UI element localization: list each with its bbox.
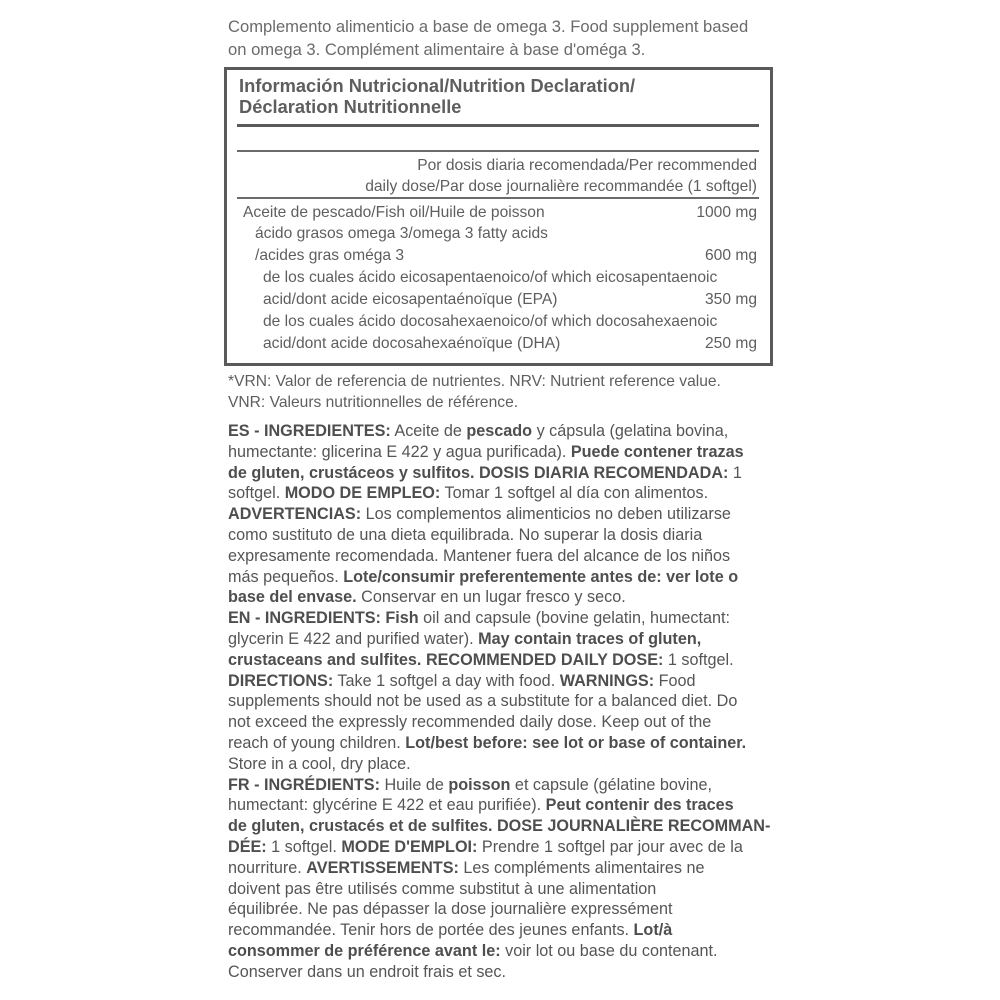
ingredients-line	[228, 691, 776, 712]
bold-text: poisson	[448, 775, 511, 794]
text-segment: supplements should not be used as a substitute for a balanced diet. Do	[228, 692, 738, 711]
bold-text: DIRECTIONS:	[228, 671, 334, 690]
note-line: *VRN: Valor de referencia de nutrientes. NRV: Nutrient reference value.	[228, 373, 721, 390]
text-segment: 1	[728, 463, 742, 482]
ingredients-line	[228, 920, 776, 941]
text-segment: et capsule (gélatine bovine,	[510, 775, 713, 794]
ingredients-line	[228, 712, 776, 733]
text-segment: Prendre 1 softgel par jour avec de la	[477, 837, 743, 856]
bold-text: pescado	[466, 422, 533, 440]
bold-text: May contain traces of gluten,	[478, 629, 702, 648]
text-segment: recommandée. Tenir hors de portée des jeunes enfants.	[228, 921, 634, 940]
text-segment: 1 softgel.	[266, 837, 342, 856]
bold-text: de gluten, crustacés et de sulfites.	[228, 817, 493, 836]
divider	[237, 124, 759, 127]
bold-text: DOSE JOURNALIÈRE RECOMMAN-	[496, 817, 771, 836]
per-dose-header	[365, 155, 757, 197]
ingredients-line	[228, 733, 776, 754]
bold-text: crustaceans and sulfites.	[228, 650, 422, 669]
ingredients-line	[228, 546, 776, 567]
text-segment: Les compléments alimentaires ne	[458, 858, 705, 877]
text-segment: voir lot ou base du contenant.	[500, 941, 718, 960]
note-line: VNR: Valeurs nutritionnelles de référence.	[228, 394, 519, 411]
nutrient-label: de los cuales ácido docosahexaenoico/of which docosahexaenoic	[263, 313, 718, 330]
bold-text: WARNINGS:	[559, 671, 655, 690]
text-segment: glycerin E 422 and purified water).	[228, 629, 479, 648]
text-segment: humectant: glycérine E 422 et eau purifiée).	[228, 796, 546, 815]
text-segment: softgel.	[228, 484, 285, 503]
bold-text: base del envase.	[228, 588, 357, 607]
text-segment: nourriture.	[228, 858, 307, 877]
text-segment: 1 softgel.	[663, 650, 734, 669]
bold-text: MODO DE EMPLEO:	[284, 484, 441, 503]
text-segment: y cápsula (gelatina bovina,	[532, 422, 729, 440]
text-segment: expresamente recomendada. Mantener fuera del alcance de los niños	[228, 546, 731, 565]
nutrition-title-line: Déclaration Nutritionnelle	[239, 96, 462, 117]
text-segment: Food	[654, 671, 696, 690]
text-segment: reach of young children.	[228, 733, 406, 752]
bold-text: Puede contener trazas	[570, 442, 744, 461]
nutrient-label: acid/dont acide docosahexaénoïque (DHA)	[263, 335, 561, 352]
nutrient-label: ácido grasos omega 3/omega 3 fatty acids	[255, 225, 548, 242]
ingredients-line	[228, 941, 776, 962]
ingredients-line	[228, 795, 776, 816]
text-segment: humectante: glicerina E 422 y agua purificada).	[228, 442, 571, 461]
ingredients-line	[228, 504, 776, 525]
bold-text: AVERTISSEMENTS:	[306, 858, 459, 877]
text-segment: Aceite de	[390, 422, 467, 440]
nutrient-value: 250 mg	[704, 335, 757, 352]
nutrient-row	[227, 223, 770, 244]
reference-values-note	[228, 371, 776, 413]
ingredients-line	[228, 962, 776, 983]
per-dose-line: Por dosis diaria recomendada/Per recommended	[417, 157, 757, 174]
ingredients-line	[228, 671, 776, 692]
text-segment: Store in a cool, dry place.	[228, 754, 411, 773]
nutrient-row	[227, 267, 770, 288]
divider	[237, 197, 759, 199]
ingredients-line	[228, 442, 776, 463]
text-segment: como sustituto de una dieta equilibrada. No superar la dosis diaria	[228, 525, 703, 544]
ingredients-line	[228, 858, 776, 879]
nutrient-row	[227, 202, 770, 223]
text-segment: doivent pas être utilisés comme substitut à une alimentation	[228, 879, 657, 898]
text-segment: más pequeños.	[228, 567, 344, 586]
bold-text: DOSIS DIARIA RECOMENDADA:	[478, 463, 729, 482]
bold-text: Lot/best before: see lot or base of container.	[405, 733, 747, 752]
ingredients-line	[228, 775, 776, 796]
nutrient-label: /acides gras oméga 3	[255, 247, 405, 264]
nutrient-row	[227, 245, 770, 266]
nutrient-value: 600 mg	[704, 247, 757, 264]
bold-text: EN - INGREDIENTS: Fish	[228, 609, 419, 628]
nutrient-row	[227, 289, 770, 310]
divider	[237, 150, 759, 152]
ingredients-line	[228, 754, 776, 775]
text-segment: Conserver dans un endroit frais et sec.	[228, 962, 507, 981]
bold-text: DÉE:	[228, 837, 267, 856]
text-segment: Take 1 softgel a day with food.	[333, 671, 560, 690]
ingredients-line	[228, 421, 776, 442]
text-segment: Tomar 1 softgel al día con alimentos.	[440, 484, 709, 503]
bold-text: MODE D'EMPLOI:	[341, 837, 478, 856]
bold-text: de gluten, crustáceos y sulfitos.	[228, 463, 475, 482]
bold-text: Lote/consumir preferentemente antes de: ver lote o	[343, 567, 739, 586]
bold-text: Lot/à	[633, 921, 673, 940]
intro-text	[228, 15, 788, 61]
text-segment: Los complementos alimenticios no deben utilizarse	[361, 505, 731, 524]
bold-text: ADVERTENCIAS:	[228, 505, 362, 524]
nutrient-row	[227, 333, 770, 354]
bold-text: Peut contenir des traces	[545, 796, 734, 815]
ingredients-line	[228, 567, 776, 588]
text-segment: Huile de	[379, 775, 449, 794]
nutrient-row	[227, 311, 770, 332]
ingredients-line	[228, 879, 776, 900]
ingredients-line	[228, 837, 776, 858]
ingredients-line	[228, 608, 776, 629]
bold-text: RECOMMENDED DAILY DOSE:	[425, 650, 664, 669]
text-segment: not exceed the expressly recommended daily dose. Keep out of the	[228, 713, 712, 732]
ingredients-line	[228, 587, 776, 608]
intro-line: on omega 3. Complément alimentaire à base d'oméga 3.	[228, 40, 646, 59]
ingredients-line	[228, 899, 776, 920]
bold-text: consommer de préférence avant le:	[228, 941, 501, 960]
nutrient-value: 1000 mg	[696, 204, 757, 221]
text-segment: oil and capsule (bovine gelatin, humectant:	[418, 609, 731, 628]
ingredients-line	[228, 650, 776, 671]
ingredients-line	[228, 463, 776, 484]
ingredients-line	[228, 483, 776, 504]
text-segment: Conservar en un lugar fresco y seco.	[356, 588, 626, 607]
nutrition-table	[224, 67, 773, 366]
nutrient-value: 350 mg	[704, 291, 757, 308]
nutrient-label: Aceite de pescado/Fish oil/Huile de poisson	[243, 204, 545, 221]
per-dose-line: daily dose/Par dose journalière recommandée (1 softgel)	[365, 178, 757, 195]
nutrient-label: acid/dont acide eicosapentaénoïque (EPA)	[263, 291, 558, 308]
nutrient-label: de los cuales ácido eicosapentaenoico/of which eicosapentaenoic	[263, 269, 718, 286]
ingredients-line	[228, 816, 776, 837]
nutrition-title-line: Información Nutricional/Nutrition Declaration/	[239, 75, 636, 96]
ingredients-text	[228, 421, 776, 983]
intro-line: Complemento alimenticio a base de omega 3. Food supplement based	[228, 17, 749, 36]
text-segment: équilibrée. Ne pas dépasser la dose journalière expressément	[228, 900, 673, 919]
nutrition-title	[239, 75, 635, 117]
ingredients-line	[228, 629, 776, 650]
bold-text: ES - INGREDIENTES:	[228, 422, 391, 440]
ingredients-line	[228, 525, 776, 546]
bold-text: FR - INGRÉDIENTS:	[228, 775, 380, 794]
